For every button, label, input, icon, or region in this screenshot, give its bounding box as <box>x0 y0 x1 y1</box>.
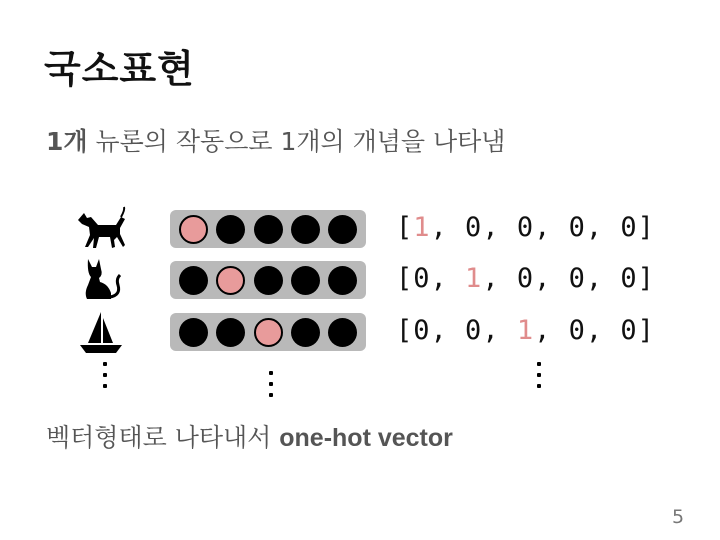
vector-digit: 0 <box>620 263 638 294</box>
vector-digit: 0 <box>413 315 431 346</box>
vertical-ellipsis-vectors <box>536 362 542 388</box>
vector-digit: 1 <box>465 263 483 294</box>
neuron-bar <box>170 313 366 351</box>
concept-row-dog <box>0 204 720 254</box>
slide-subtitle <box>46 122 505 158</box>
vector-digit: 1 <box>516 315 535 346</box>
neuron <box>291 266 320 295</box>
neuron-bar <box>170 210 366 248</box>
vector-digit: 0 <box>568 263 586 294</box>
vector-digit: 0 <box>465 212 483 243</box>
vector-digit: 0 <box>568 315 586 346</box>
cat-icon <box>74 255 128 305</box>
vector-digit: 0 <box>620 315 638 346</box>
neuron <box>328 266 357 295</box>
vector-digit: 0 <box>568 212 586 243</box>
neuron <box>216 318 245 347</box>
neuron-bar <box>170 261 366 299</box>
vertical-ellipsis-icons <box>102 362 108 388</box>
bottom-text: 벡터형태로 나타내서 <box>46 423 280 452</box>
vector-digit: 0 <box>516 263 535 294</box>
vector-digit: 0 <box>516 212 535 243</box>
vector-digit: 0 <box>413 263 431 294</box>
neuron <box>179 318 208 347</box>
neuron <box>291 318 320 347</box>
neuron <box>254 266 283 295</box>
bottom-bold: one-hot vector <box>279 424 453 452</box>
concept-row-cat <box>0 255 720 305</box>
neuron <box>328 215 357 244</box>
bottom-caption <box>46 418 453 454</box>
page-number: 5 <box>672 506 685 528</box>
neuron-active <box>254 318 283 347</box>
concept-row-sailboat <box>0 307 720 357</box>
neuron-active <box>216 266 245 295</box>
one-hot-vector: [0, 1, 0, 0, 0] <box>396 263 655 294</box>
sailboat-icon <box>74 307 128 357</box>
subtitle-bold: 1개 <box>46 127 88 156</box>
slide-title: 국소표현 <box>44 47 195 91</box>
dog-icon <box>74 204 128 254</box>
one-hot-vector: [0, 0, 1, 0, 0] <box>396 315 655 346</box>
one-hot-vector: [1, 0, 0, 0, 0] <box>396 212 655 243</box>
neuron <box>254 215 283 244</box>
vector-digit: 0 <box>465 315 483 346</box>
neuron <box>179 266 208 295</box>
vector-digit: 1 <box>413 212 431 243</box>
neuron <box>216 215 245 244</box>
neuron <box>328 318 357 347</box>
subtitle-rest: 뉴론의 작동으로 1개의 개념을 나타냄 <box>87 127 506 156</box>
neuron <box>291 215 320 244</box>
vector-digit: 0 <box>620 212 638 243</box>
neuron-active <box>179 215 208 244</box>
vertical-ellipsis-neurons <box>268 371 274 397</box>
